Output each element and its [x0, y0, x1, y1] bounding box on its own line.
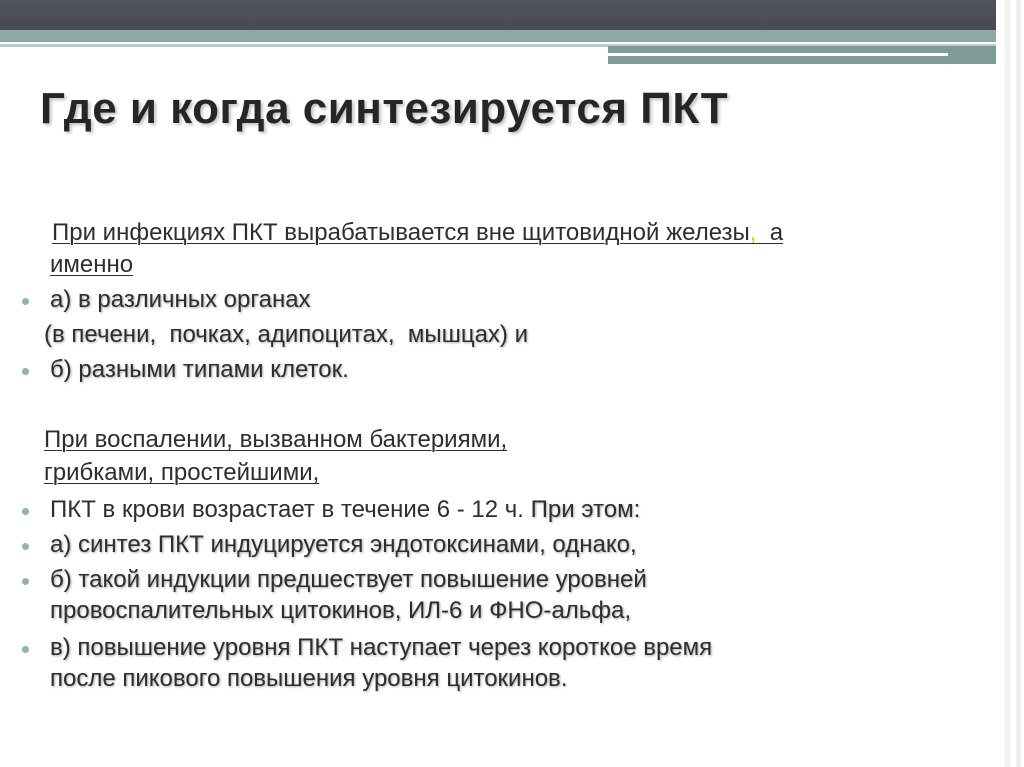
bullet-icon: [22, 508, 29, 515]
block2-item-a: а) синтез ПКТ индуцируется эндотоксинами, однако,: [50, 531, 637, 558]
slide-top-bar: [0, 0, 1024, 30]
block2-intro-line1: При воспалении, вызванном бактериями,: [44, 426, 508, 453]
slide-right-accent-stripe: [608, 53, 948, 56]
slide-accent-band: [0, 30, 1024, 42]
block1-item-b: б) разными типами клеток.: [50, 356, 349, 383]
block1-intro-line2: именно: [50, 251, 134, 278]
bullet-icon: [22, 543, 29, 550]
slide-right-edge-decoration: [996, 0, 1024, 767]
bullet-icon: [22, 298, 29, 305]
block2-pct-rise-tail: При этом:: [523, 496, 641, 523]
bullet-icon: [22, 368, 29, 375]
block2-pct-rise-text: ПКТ в крови возрастает в течение 6 - 12 ч.: [50, 496, 524, 523]
block1-intro-comma: ,: [749, 219, 757, 246]
bullet-icon: [22, 646, 29, 653]
block2-intro-line2: грибками, простейшими,: [44, 459, 320, 486]
block1-intro-tail: а: [756, 219, 784, 246]
block1-intro-text: При инфекциях ПКТ вырабатывается вне щитовидной железы: [52, 219, 750, 246]
block2-pct-rise: [50, 495, 640, 525]
block2-item-c-line1: в) повышение уровня ПКТ наступает через короткое время: [50, 634, 713, 661]
block2-item-b-line2: провоспалительных цитокинов, ИЛ-6 и ФНО-альфа,: [50, 597, 631, 624]
block1-intro-line1: [52, 218, 783, 248]
block1-item-a: а) в различных органах: [50, 286, 311, 313]
block2-item-c-line2: после пикового повышения уровня цитокинов.: [50, 665, 568, 692]
block2-item-b-line1: б) такой индукции предшествует повышение уровней: [50, 566, 647, 593]
block1-item-a-detail: (в печени, почках, адипоцитах, мышцах) и: [44, 321, 528, 348]
slide-title: Где и когда синтезируется ПКТ: [40, 84, 729, 133]
bullet-icon: [22, 578, 29, 585]
